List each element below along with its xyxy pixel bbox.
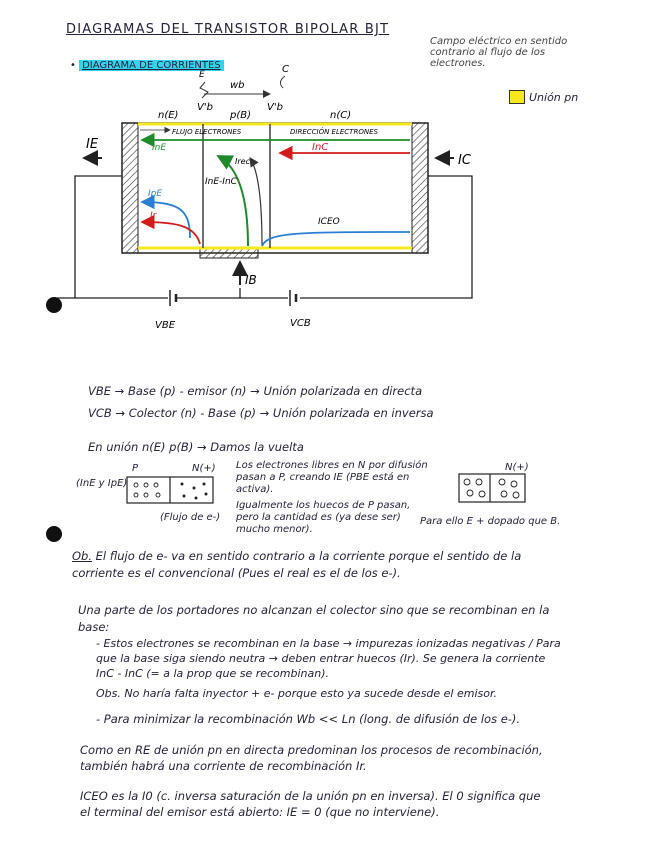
text-line-3: En unión n(E) p(B) → Damos la vuelta [88, 440, 304, 454]
mini-paragraph-2: Igualmente los huecos de P pasan, pero la cantidad es (ya dese ser) mucho menor). [236, 500, 411, 535]
inE-label: InE [152, 143, 167, 153]
obs2-underline: Obs. [96, 687, 121, 700]
obs2-text: No haría falta inyector + e- porque esto ya sucede desde el emisor. [120, 687, 497, 700]
emitter-wire [55, 176, 122, 298]
region-n-collector: n(C) [330, 110, 352, 121]
wb-label: wb [230, 80, 245, 91]
mini-junction-box-right [458, 473, 528, 505]
direccion-electrones-label: DIRECCIÓN ELECTRONES [290, 128, 378, 136]
vb2-label: V'b [267, 102, 283, 113]
hole-punch-1 [46, 297, 62, 313]
text-line-2: VCB → Colector (n) - Base (p) → Unión polarizada en inversa [88, 406, 434, 420]
inC-label: InC [312, 142, 329, 153]
emitter-label: E [199, 70, 205, 80]
mini-flujo-label: (Flujo de e-) [160, 512, 221, 523]
irec-label: Irec [235, 157, 250, 166]
inE-inC-arrow [218, 156, 248, 246]
collector-mark [280, 76, 285, 88]
iceo-arrow [262, 232, 410, 246]
ipE-label: IpE [148, 189, 163, 199]
mini-paragraph-1: Los electrones libres en N por difusión pasan a P, creando IE (PBE está en activa). [236, 460, 428, 495]
IE-label: IE [86, 137, 99, 152]
collector-label: C [282, 64, 289, 75]
section-subtitle: • DIAGRAMA DE CORRIENTES [70, 60, 224, 71]
transistor-diagram [0, 60, 655, 350]
rec-arrow [250, 158, 262, 246]
paragraph-recombinan: - Estos electrones se recombinan en la base → impurezas ionizadas negativas / Para que la base siga siendo neutra → deben entrar huecos (Ir). Se genera la corriente InC - InC (= a la prop que se recombinan). [96, 637, 561, 680]
vcb-label: VCB [290, 318, 311, 329]
paragraph-iceo: ICEO es la I0 (c. inversa saturación de la unión pn en inversa). El 0 significa que el terminal del emisor está abierto: IE = 0 (que no interviene). [80, 789, 541, 819]
mini-N-right-label: N(+) [505, 462, 529, 473]
page-title: DIAGRAMAS DEL TRANSISTOR BIPOLAR BJT [66, 22, 390, 37]
ir-label: Ir [150, 211, 157, 221]
collector-wire [300, 176, 472, 298]
emitter-contact [122, 123, 138, 253]
mini-left-labels: (InE y IpE) [76, 478, 128, 489]
obs-text: El flujo de e- va en sentido contrario a la corriente porque el sentido de la corriente es el convencional (Pues el real es el de los e-). [72, 549, 522, 580]
subtitle-highlight: DIAGRAMA DE CORRIENTES [79, 60, 224, 71]
region-n-emitter: n(E) [158, 110, 179, 121]
mini-junction-box [126, 476, 216, 506]
emitter-ground-mark [200, 82, 208, 98]
mini-P-label: P [132, 463, 139, 474]
vb1-label: V'b [197, 102, 213, 113]
vbe-label: VBE [155, 320, 176, 331]
collector-contact [412, 123, 428, 253]
obs-underline: Ob. [72, 549, 93, 563]
IC-label: IC [458, 153, 471, 168]
paragraph-minimizar: - Para minimizar la recombinación Wb << Ln (long. de difusión de los e-). [96, 712, 521, 726]
region-p-base: p(B) [230, 110, 252, 121]
flujo-electrones-label: FLUJO ELECTRONES [172, 128, 242, 136]
paragraph-recombinacion: Como en RE de unión pn en directa predominan los procesos de recombinación, también habrá una corriente de recombinación Ir. [80, 743, 543, 773]
legend-label: Unión pn [529, 90, 579, 104]
mini-arrow-note: Para ello E + dopado que B. [420, 516, 561, 527]
inE-inC-label: InE-InC [205, 177, 237, 187]
hole-punch-2 [46, 526, 62, 542]
device-body [122, 123, 428, 253]
paragraph-obs2 [96, 686, 566, 701]
mini-N-label: N(+) [192, 463, 216, 474]
ir-arrow [142, 222, 200, 244]
field-note: Campo eléctrico en sentido contrario al flujo de los electrones. [430, 36, 568, 69]
text-line-1: VBE → Base (p) - emisor (n) → Unión polarizada en directa [88, 384, 423, 398]
IB-label: IB [245, 273, 257, 287]
paragraph-obs [72, 548, 572, 582]
iceo-label: ICEO [318, 217, 340, 227]
paragraph-portadores: Una parte de los portadores no alcanzan el colector sino que se recombinan en la base: [78, 603, 550, 634]
